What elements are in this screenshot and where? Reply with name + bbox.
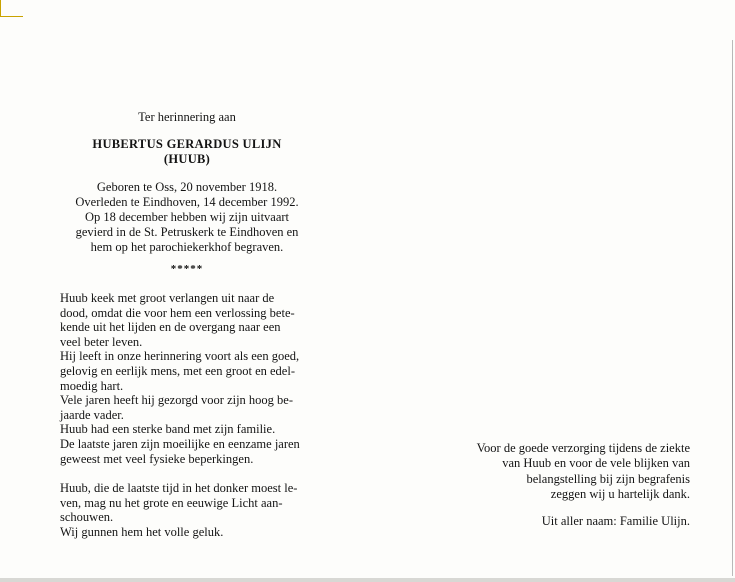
- text-line: Huub had een sterke band met zijn familie.: [60, 422, 276, 437]
- name-block: [60, 137, 314, 167]
- dates-line: gevierd in de St. Petruskerk te Eindhoven en: [75, 225, 299, 239]
- text-line: Hij leeft in onze herinnering voort als een goed,: [60, 349, 300, 364]
- nickname: (HUUB): [163, 152, 211, 166]
- text-line: dood, omdat die voor hem een verlossing bete-: [60, 305, 295, 320]
- thanks-line: zeggen wij u hartelijk dank.: [550, 487, 690, 502]
- thanks-line: Voor de goede verzorging tijdens de ziekte: [476, 441, 690, 455]
- body-text: [60, 291, 314, 540]
- text-line: Huub, die de laatste tijd in het donker moest le-: [60, 481, 298, 496]
- text-line: gelovig en eerlijk mens, met een groot en edel-: [60, 363, 295, 378]
- thanks-line: belangstelling bij zijn begrafenis: [526, 471, 690, 486]
- text-line: Huub keek met groot verlangen uit naar de: [60, 291, 275, 305]
- card-bottom-edge: [0, 578, 735, 582]
- paragraph-gap: [60, 466, 314, 481]
- text-line: ven, mag nu het grote en eeuwige Licht aan-: [60, 495, 283, 510]
- signoff: Uit aller naam: Familie Ulijn.: [541, 514, 690, 528]
- text-line: geweest met veel fysieke beperkingen.: [60, 451, 254, 466]
- dates-line: Geboren te Oss, 20 november 1918.: [96, 180, 278, 194]
- text-line: jaarde vader.: [60, 407, 124, 422]
- text-line: veel beter leven.: [60, 334, 143, 349]
- dates-block: [60, 180, 314, 255]
- thanks-block: [418, 441, 690, 503]
- dates-line: Op 18 december hebben wij zijn uitvaart: [84, 210, 290, 224]
- text-line: schouwen.: [60, 510, 114, 525]
- card-right-edge: [732, 40, 733, 576]
- dates-line: hem op het parochiekerkhof begraven.: [90, 240, 284, 254]
- intro-line: Ter herinnering aan: [138, 110, 236, 124]
- right-page: [418, 441, 690, 528]
- corner-crop-mark: [0, 0, 23, 17]
- full-name: HUBERTUS GERARDUS ULIJN: [92, 137, 282, 151]
- text-line: kende uit het lijden en de overgang naar een: [60, 320, 281, 335]
- text-line: Vele jaren heeft hij gezorgd voor zijn hoog be-: [60, 393, 294, 408]
- paragraph-1: [60, 291, 314, 466]
- paragraph-2: [60, 481, 314, 539]
- text-line: Wij gunnen hem het volle geluk.: [60, 524, 224, 539]
- dates-line: Overleden te Eindhoven, 14 december 1992.: [75, 195, 299, 209]
- text-line: moedig hart.: [60, 378, 124, 393]
- text-line: De laatste jaren zijn moeilijke en eenzame jaren: [60, 436, 300, 451]
- thanks-line: van Huub en voor de vele blijken van: [502, 456, 690, 471]
- star-separator: *****: [170, 263, 204, 275]
